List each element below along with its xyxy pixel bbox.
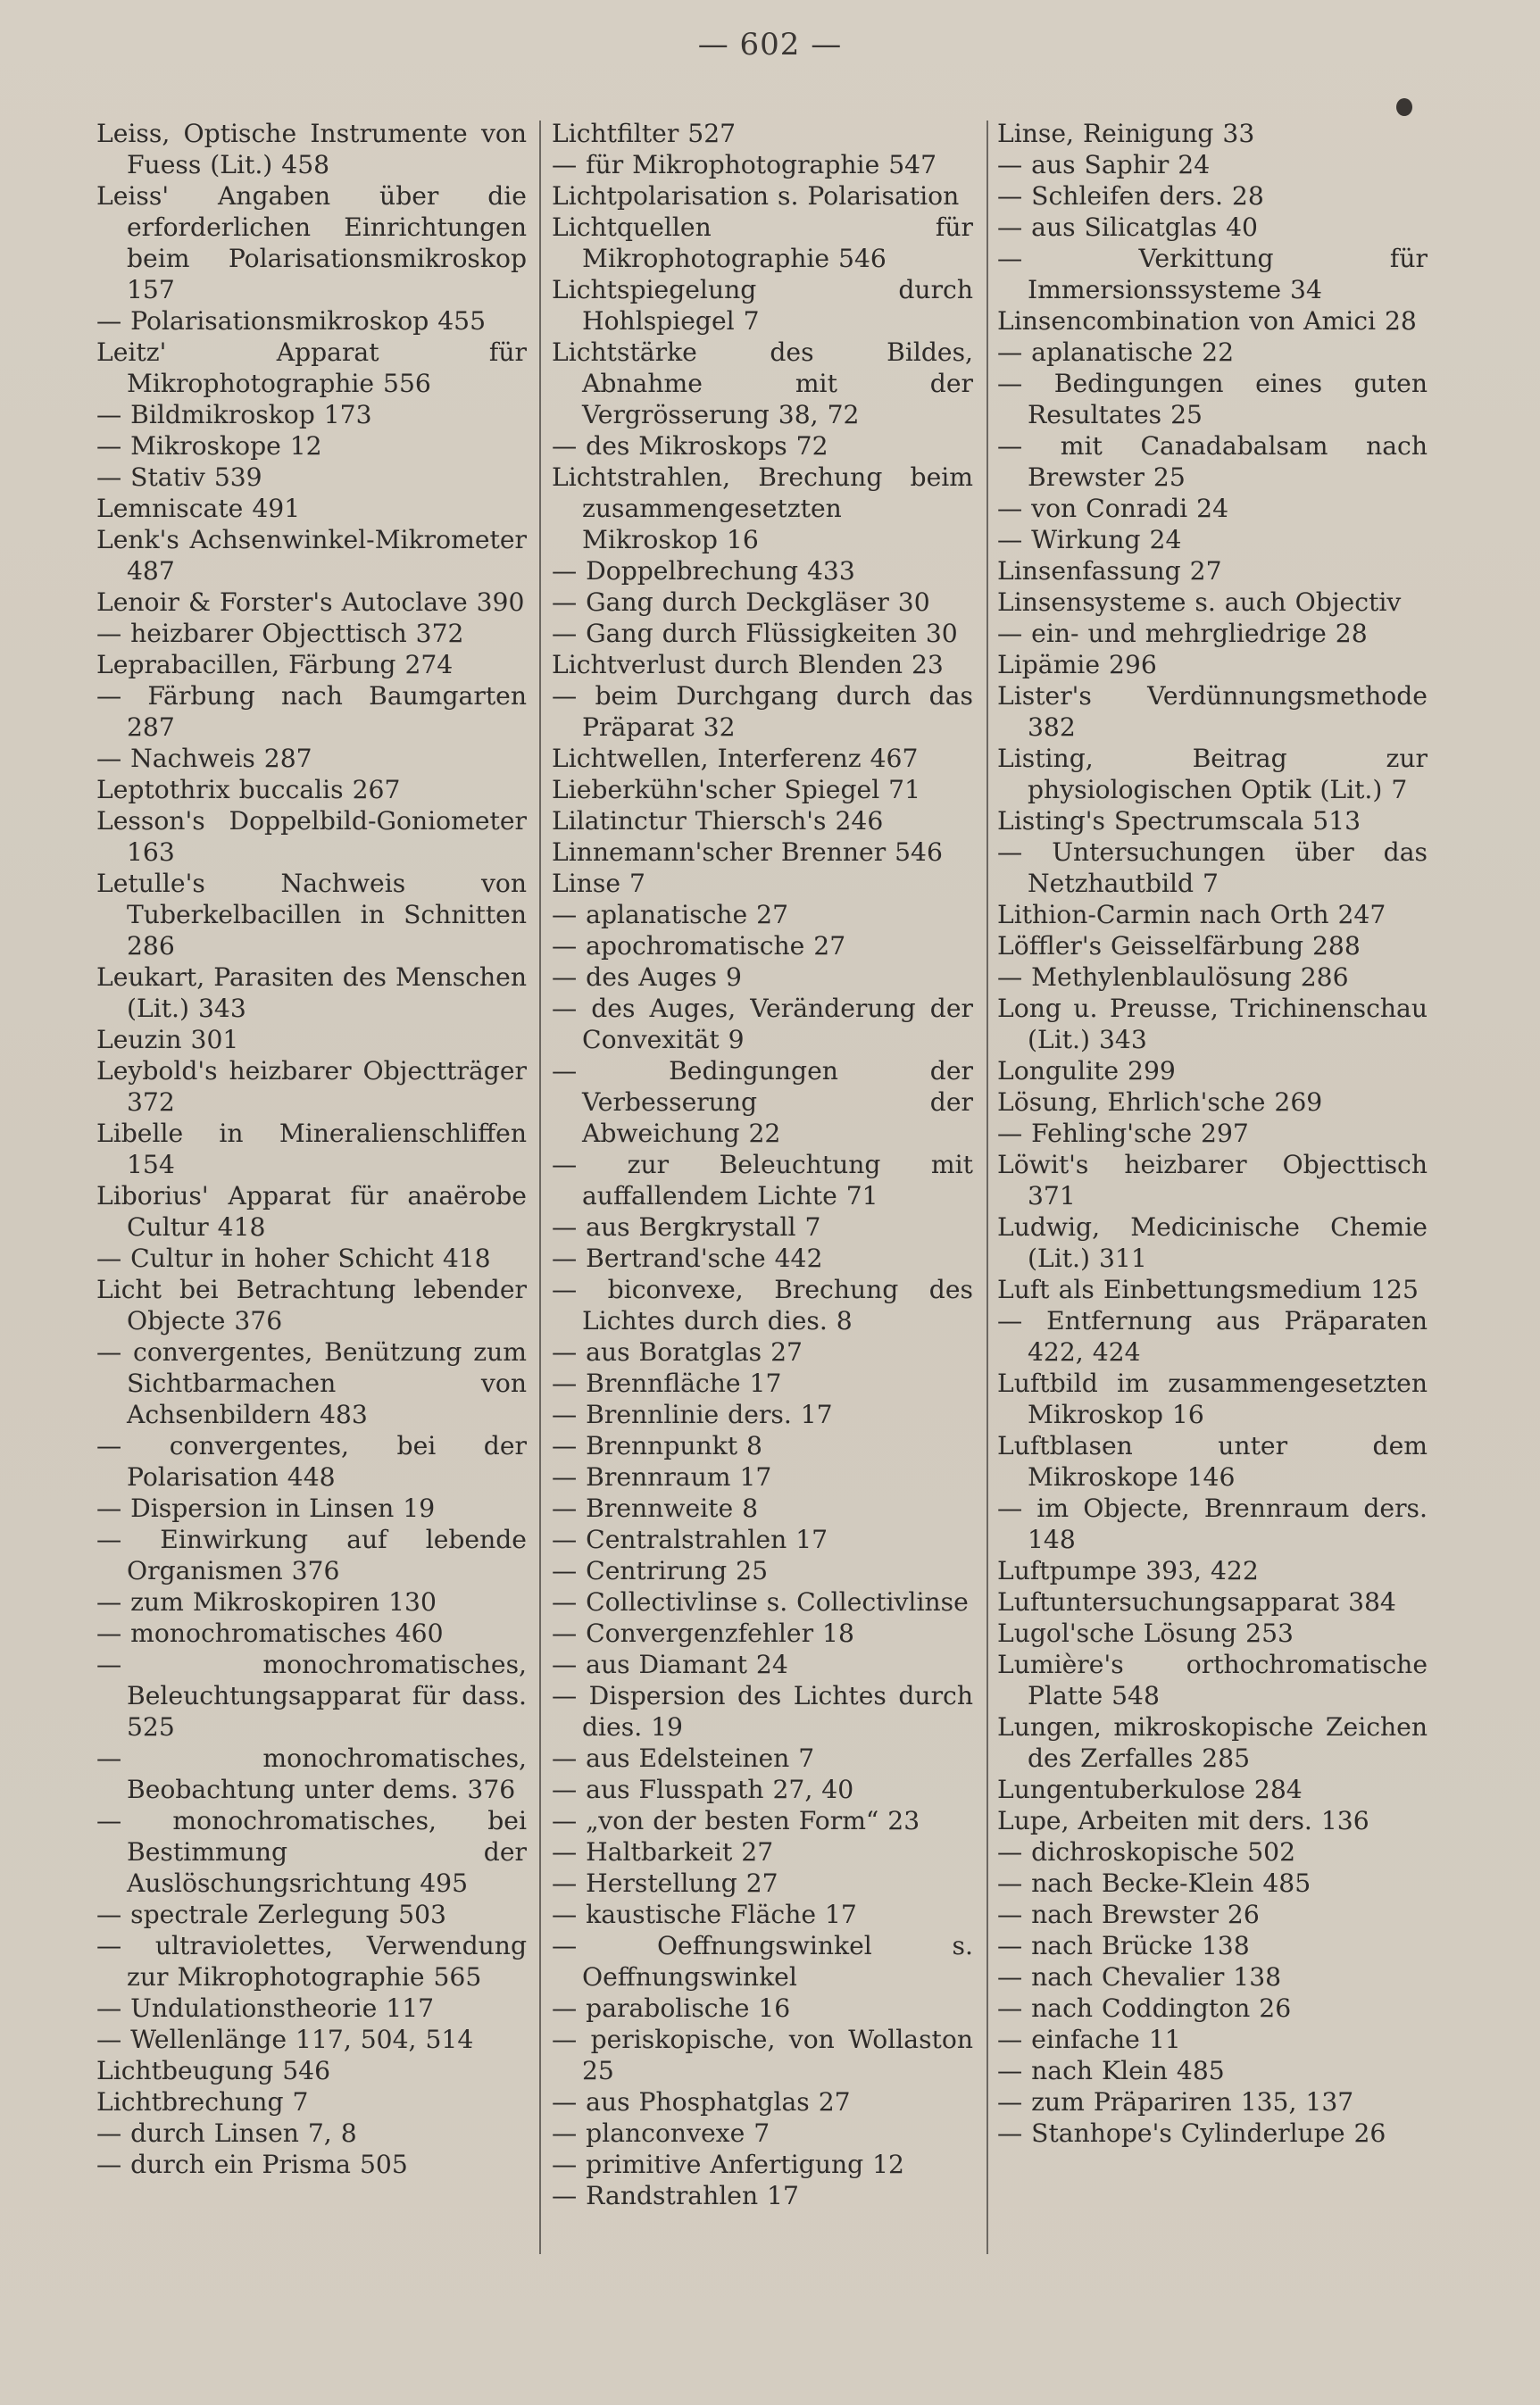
- index-entry: — Randstrahlen 17: [552, 2181, 799, 2210]
- index-entry: — apochromatische 27: [552, 931, 846, 961]
- index-entry: Löffler's Geisselfärbung 288: [997, 931, 1361, 961]
- index-entry: — nach Becke-Klein 485: [997, 1868, 1311, 1898]
- index-entry: — Brennlinie ders. 17: [552, 1400, 833, 1429]
- index-entry: — Gang durch Deckgläser 30: [552, 587, 930, 617]
- index-entry: Luftbild im zusammengesetzten Mikroskop 16: [997, 1369, 1428, 1429]
- index-entry: Lenk's Achsenwinkel-Mikrometer 487: [96, 525, 527, 586]
- index-entry: — heizbarer Objecttisch 372: [96, 619, 464, 648]
- index-entry: Löwit's heizbarer Objecttisch 371: [997, 1150, 1428, 1211]
- index-entry: — Nachweis 287: [96, 744, 312, 773]
- index-entry: — Haltbarkeit 27: [552, 1837, 774, 1867]
- index-entry: — Methylenblaulösung 286: [997, 962, 1349, 992]
- index-entry: Leprabacillen, Färbung 274: [96, 650, 454, 679]
- index-entry: — nach Brewster 26: [997, 1900, 1260, 1929]
- index-entry: Liborius' Apparat für anaërobe Cultur 418: [96, 1181, 527, 1242]
- index-entry: — des Mikroskops 72: [552, 431, 828, 461]
- index-entry: Ludwig, Medicinische Chemie (Lit.) 311: [997, 1212, 1428, 1273]
- index-entry: — aus Flusspath 27, 40: [552, 1775, 854, 1804]
- index-entry: Lesson's Doppelbild-Goniometer 163: [96, 806, 527, 867]
- index-entry: Linsencombination von Amici 28: [997, 306, 1417, 336]
- index-entry: — Wellenlänge 117, 504, 514: [96, 2025, 474, 2054]
- index-entry: Letulle's Nachweis von Tuberkelbacillen in Schnitten 286: [96, 869, 527, 961]
- index-entry: — nach Coddington 26: [997, 1993, 1292, 2023]
- index-entry: Luftuntersuchungsapparat 384: [997, 1587, 1396, 1617]
- index-entry: — Convergenzfehler 18: [552, 1619, 854, 1648]
- index-entry: Linse 7: [552, 869, 645, 898]
- index-entry: — ultraviolettes, Verwendung zur Mikrophotographie 565: [96, 1931, 527, 1992]
- index-entry: — Brennweite 8: [552, 1494, 759, 1523]
- index-entry: Linsenfassung 27: [997, 556, 1222, 586]
- index-entry: — monochromatisches 460: [96, 1619, 444, 1648]
- index-entry: Lichtspiegelung durch Hohlspiegel 7: [552, 275, 973, 336]
- index-entry: — zum Präpariren 135, 137: [997, 2087, 1354, 2117]
- index-entry: — einfache 11: [997, 2025, 1181, 2054]
- index-entry: — aus Edelsteinen 7: [552, 1743, 815, 1773]
- index-entry: — Bedingungen eines guten Resultates 25: [997, 369, 1428, 429]
- index-entry: Lichtbeugung 546: [96, 2056, 331, 2085]
- index-entry: Leitz' Apparat für Mikrophotographie 556: [96, 337, 527, 398]
- index-entry: — des Auges 9: [552, 962, 742, 992]
- index-entry: Linnemann'scher Brenner 546: [552, 837, 943, 867]
- index-entry: — Cultur in hoher Schicht 418: [96, 1244, 491, 1273]
- index-entry: — nach Klein 485: [997, 2056, 1225, 2085]
- index-entry: — Centralstrahlen 17: [552, 1525, 828, 1554]
- index-entry: — Brennfläche 17: [552, 1369, 782, 1398]
- index-entry: Leybold's heizbarer Objectträger 372: [96, 1056, 527, 1117]
- index-entry: — Bertrand'sche 442: [552, 1244, 823, 1273]
- index-entry: Lieberkühn'scher Spiegel 71: [552, 775, 921, 804]
- index-entry: — Mikroskope 12: [96, 431, 322, 461]
- index-entry: — planconvexe 7: [552, 2118, 770, 2148]
- column-divider: [986, 121, 988, 2254]
- index-entry: — spectrale Zerlegung 503: [96, 1900, 446, 1929]
- index-entry: — Brennraum 17: [552, 1462, 772, 1492]
- index-entry: Lemniscate 491: [96, 494, 301, 523]
- index-entry: Listing, Beitrag zur physiologischen Optik (Lit.) 7: [997, 744, 1428, 804]
- index-entry: — dichroskopische 502: [997, 1837, 1296, 1867]
- index-entry: Lichtpolarisation s. Polarisation: [552, 181, 960, 211]
- index-entry: — Fehling'sche 297: [997, 1119, 1249, 1148]
- index-entry: Lilatinctur Thiersch's 246: [552, 806, 884, 836]
- index-entry: Lichtfilter 527: [552, 119, 737, 148]
- index-entry: Luftblasen unter dem Mikroskope 146: [997, 1431, 1428, 1492]
- index-entry: Leuzin 301: [96, 1025, 239, 1054]
- index-entry: Lungen, mikroskopische Zeichen des Zerfalles 285: [997, 1712, 1428, 1773]
- index-entry: — aus Saphir 24: [997, 150, 1211, 179]
- index-entry: — Stativ 539: [96, 462, 262, 492]
- index-entry: Lithion-Carmin nach Orth 247: [997, 900, 1386, 929]
- index-entry: Lichtquellen für Mikrophotographie 546: [552, 212, 973, 273]
- index-entry: — Herstellung 27: [552, 1868, 778, 1898]
- index-entry: — ein- und mehrgliedrige 28: [997, 619, 1368, 648]
- index-entry: — Gang durch Flüssigkeiten 30: [552, 619, 958, 648]
- index-entry: Lenoir & Forster's Autoclave 390: [96, 587, 525, 617]
- index-entry: Linse, Reinigung 33: [997, 119, 1255, 148]
- ink-speck: [1396, 98, 1412, 116]
- index-entry: Lösung, Ehrlich'sche 269: [997, 1087, 1323, 1117]
- index-entry: — Dispersion des Lichtes durch dies. 19: [552, 1681, 973, 1742]
- index-entry: — nach Brücke 138: [997, 1931, 1250, 1960]
- index-entry: Leptothrix buccalis 267: [96, 775, 401, 804]
- index-entry: — Verkittung für Immersionssysteme 34: [997, 244, 1428, 304]
- index-entry: — aus Diamant 24: [552, 1650, 788, 1679]
- index-entry: — convergentes, Benützung zum Sichtbarmachen von Achsenbildern 483: [96, 1337, 527, 1429]
- index-entry: Lipämie 296: [997, 650, 1157, 679]
- index-entry: — Brennpunkt 8: [552, 1431, 762, 1460]
- index-entry: — aus Phosphatglas 27: [552, 2087, 851, 2117]
- index-entry: Lichtstrahlen, Brechung beim zusammengesetzten Mikroskop 16: [552, 462, 973, 554]
- index-entry: — Schleifen ders. 28: [997, 181, 1264, 211]
- index-entry: — des Auges, Veränderung der Convexität 9: [552, 994, 973, 1054]
- index-entry: — Oeffnungswinkel s. Oeffnungswinkel: [552, 1931, 973, 1992]
- index-entry: — im Objecte, Brennraum ders. 148: [997, 1494, 1428, 1554]
- index-entry: — aplanatische 27: [552, 900, 789, 929]
- index-entry: — Polarisationsmikroskop 455: [96, 306, 487, 336]
- index-entry: Lichtbrechung 7: [96, 2087, 309, 2117]
- index-entry: Long u. Preusse, Trichinenschau (Lit.) 343: [997, 994, 1428, 1054]
- index-entry: Leiss' Angaben über die erforderlichen Einrichtungen beim Polarisationsmikroskop 157: [96, 181, 527, 304]
- index-entry: — Stanhope's Cylinderlupe 26: [997, 2118, 1386, 2148]
- index-entry: — von Conradi 24: [997, 494, 1229, 523]
- index-entry: — Färbung nach Baumgarten 287: [96, 681, 527, 742]
- page-number: — 602 —: [697, 27, 843, 62]
- index-entry: — Doppelbrechung 433: [552, 556, 855, 586]
- index-entry: — Centrirung 25: [552, 1556, 769, 1585]
- index-entry: Lupe, Arbeiten mit ders. 136: [997, 1806, 1369, 1835]
- index-entry: — mit Canadabalsam nach Brewster 25: [997, 431, 1428, 492]
- index-entry: — nach Chevalier 138: [997, 1962, 1282, 1992]
- index-entry: — „von der besten Form“ 23: [552, 1806, 920, 1835]
- index-entry: — Untersuchungen über das Netzhautbild 7: [997, 837, 1428, 898]
- index-entry: — durch Linsen 7, 8: [96, 2118, 357, 2148]
- index-entry: — Wirkung 24: [997, 525, 1182, 554]
- index-entry: Lungentuberkulose 284: [997, 1775, 1303, 1804]
- index-entry: Leiss, Optische Instrumente von Fuess (Lit.) 458: [96, 119, 527, 179]
- index-entry: — Bedingungen der Verbesserung der Abweichung 22: [552, 1056, 973, 1148]
- index-entry: — convergentes, bei der Polarisation 448: [96, 1431, 527, 1492]
- index-entry: — monochromatisches, bei Bestimmung der Auslöschungsrichtung 495: [96, 1806, 527, 1898]
- index-entry: — aus Boratglas 27: [552, 1337, 803, 1367]
- index-entry: Licht bei Betrachtung lebender Objecte 376: [96, 1275, 527, 1336]
- index-entry: Lugol'sche Lösung 253: [997, 1619, 1294, 1648]
- index-entry: — biconvexe, Brechung des Lichtes durch dies. 8: [552, 1275, 973, 1336]
- index-entry: — aus Bergkrystall 7: [552, 1212, 821, 1242]
- index-entry: Longulite 299: [997, 1056, 1176, 1086]
- index-entry: — durch ein Prisma 505: [96, 2150, 408, 2179]
- index-entry: — monochromatisches, Beleuchtungsapparat für dass. 525: [96, 1650, 527, 1742]
- index-entry: Lichtwellen, Interferenz 467: [552, 744, 919, 773]
- index-entry: Lister's Verdünnungsmethode 382: [997, 681, 1428, 742]
- index-entry: Luftpumpe 393, 422: [997, 1556, 1259, 1585]
- index-entry: — Undulationstheorie 117: [96, 1993, 435, 2023]
- index-entry: — periskopische, von Wollaston 25: [552, 2025, 973, 2085]
- index-column-middle: [552, 118, 973, 2211]
- index-entry: Lichtverlust durch Blenden 23: [552, 650, 944, 679]
- index-column-left: [96, 118, 527, 2180]
- index-entry: — monochromatisches, Beobachtung unter dems. 376: [96, 1743, 527, 1804]
- index-entry: — aplanatische 22: [997, 337, 1235, 367]
- index-entry: Lumière's orthochromatische Platte 548: [997, 1650, 1428, 1710]
- index-entry: — für Mikrophotographie 547: [552, 150, 937, 179]
- index-entry: Lichtstärke des Bildes, Abnahme mit der Vergrösserung 38, 72: [552, 337, 973, 429]
- index-entry: — Entfernung aus Präparaten 422, 424: [997, 1306, 1428, 1367]
- index-entry: — kaustische Fläche 17: [552, 1900, 857, 1929]
- index-entry: — zur Beleuchtung mit auffallendem Lichte 71: [552, 1150, 973, 1211]
- index-entry: — Dispersion in Linsen 19: [96, 1494, 436, 1523]
- index-entry: — aus Silicatglas 40: [997, 212, 1258, 242]
- index-entry: Linsensysteme s. auch Objectiv: [997, 587, 1402, 617]
- index-entry: — Collectivlinse s. Collectivlinse: [552, 1587, 969, 1617]
- index-entry: — primitive Anfertigung 12: [552, 2150, 904, 2179]
- index-entry: Listing's Spectrumscala 513: [997, 806, 1361, 836]
- index-entry: — beim Durchgang durch das Präparat 32: [552, 681, 973, 742]
- index-entry: Leukart, Parasiten des Menschen (Lit.) 343: [96, 962, 527, 1023]
- index-column-right: [997, 118, 1428, 2149]
- index-entry: — Einwirkung auf lebende Organismen 376: [96, 1525, 527, 1585]
- index-entry: Luft als Einbettungsmedium 125: [997, 1275, 1419, 1304]
- index-entry: — Bildmikroskop 173: [96, 400, 372, 429]
- index-entry: — parabolische 16: [552, 1993, 791, 2023]
- column-divider: [539, 121, 541, 2254]
- index-entry: Libelle in Mineralienschliffen 154: [96, 1119, 527, 1179]
- index-entry: — zum Mikroskopiren 130: [96, 1587, 437, 1617]
